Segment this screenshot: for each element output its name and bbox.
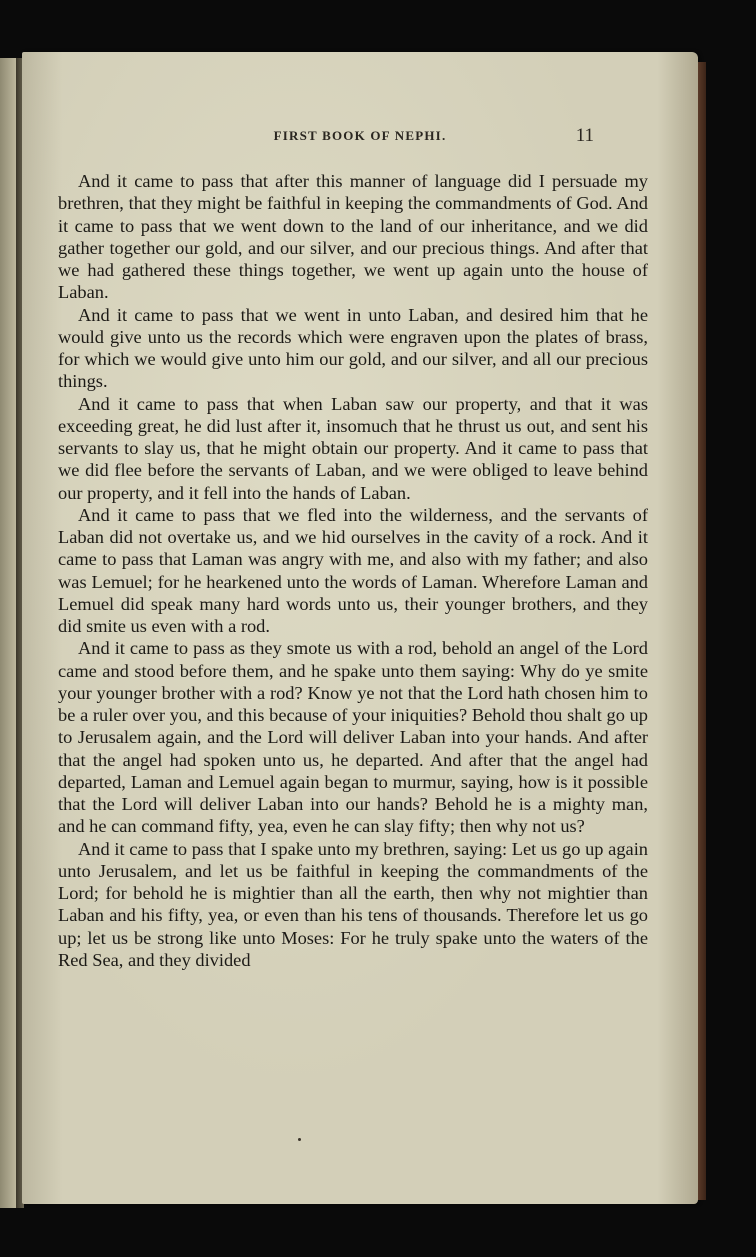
- printer-mark: [298, 1138, 301, 1141]
- body-text: [58, 170, 648, 971]
- paragraph: And it came to pass that we fled into the wilderness, and the servants of Laban did not overtake us, and we hid ourselves in the cavity of a rock. And it came to pass that Laman was angry with me, and also with my father; and also was Lemuel; for he hearkened unto the words of Laman. Wherefore Laman and Lemuel did speak many hard words unto us, their younger brothers, and they did smite us even with a rod.: [58, 504, 648, 636]
- page-number: 11: [575, 125, 594, 146]
- paragraph: And it came to pass as they smote us with a rod, behold an angel of the Lord came and stood before them, and he spake unto them saying: Why do ye smite your younger brother with a rod? Know ye not that the Lord hath chosen him to be a ruler over you, and this because of your iniquities? Behold thou shalt go up to Jerusalem again, and the Lord will deliver Laban into your hands. And after that the angel had spoken unto us, he departed. And after that the angel had departed, Laman and Lemuel again began to murmur, saying, how is it possible that the Lord will deliver Laban into our hands? Behold he is a mighty man, and he can command fifty, yea, even he can slay fifty; then why not us?: [58, 638, 648, 837]
- paragraph: And it came to pass that we went in unto Laban, and desired him that he would give unto us the records which were engraven upon the plates of brass, for which we would give unto him our gold, and our silver, and all our precious things.: [58, 304, 648, 392]
- running-title: FIRST BOOK OF NEPHI.: [273, 128, 447, 143]
- paragraph: And it came to pass that I spake unto my brethren, saying: Let us go up again unto Jerusalem, and let us be faithful in keeping the commandments of the Lord; for behold he is mightier than all the earth, then why not mightier than Laban and his fifty, yea, or even than his tens of thousands. Therefore let us go up; let us be strong like unto Moses: For he truly spake unto the waters of the Red Sea, and they divided: [58, 838, 648, 970]
- facing-page-edge: [0, 58, 16, 1208]
- paragraph: And it came to pass that when Laban saw our property, and that it was exceeding great, he did lust after it, insomuch that he thrust us out, and sent his servants to slay us, that he might obtain our property. And it came to pass that we did flee before the servants of Laban, and we were obliged to leave behind our property, and it fell into the hands of Laban.: [58, 393, 648, 503]
- book-page: [22, 52, 698, 1204]
- paragraph: And it came to pass that after this manner of language did I persuade my brethren, that they might be faithful in keeping the commandments of God. And it came to pass that we went down to the land of our inheritance, and we did gather together our gold, and our silver, and our precious things. And after that we had gathered these things together, we went up again unto the house of Laban.: [58, 171, 648, 303]
- page-fore-edge: [698, 62, 706, 1200]
